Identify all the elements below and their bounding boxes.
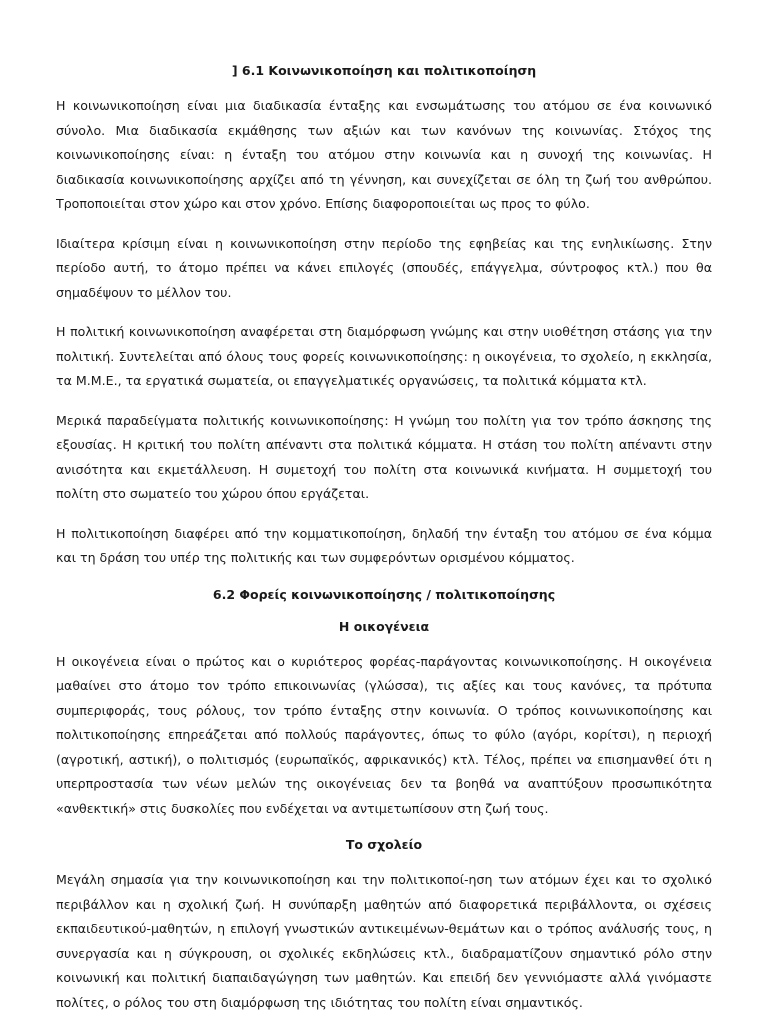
paragraph-school: Μεγάλη σημασία για την κοινωνικοποίηση και την πολιτικοποί-ηση των ατόμων έχει και το σχολικό περιβάλλον και η σχολική ζωή. Η συνύπαρξη μαθητών από διαφορετικά περιβάλλοντα, οι σχέσεις εκπαιδευτικού-μαθητών, η επιλογή γνωστικών αντικειμένων-θεμάτων και ο τρόπος ανάλυσής τους, η συνεργασία και η σύγκρουση, οι σχολικές εκδηλώσεις κτλ., διαδραματίζουν σημαντικό ρόλο στην κοινωνική και πολιτική διαπαιδαγώγηση των μαθητών. Και επειδή δεν γεννιόμαστε αλλά γινόμαστε πολίτες, ο ρόλος του στη διαμόρφωση της ιδιότητας του πολίτη είναι σημαντικός. xyxy=(56,872,712,1010)
paragraph-politicization-vs-partisanship: Η πολιτικοποίηση διαφέρει από την κομματικοποίηση, δηλαδή την ένταξη του ατόμου σε ένα κόμμα και τη δράση του υπέρ της πολιτικής και των συμφερόντων ορισμένου κόμματος. xyxy=(56,525,712,565)
paragraph-examples: Μερικά παραδείγματα πολιτικής κοινωνικοποίησης: Η γνώμη του πολίτη για τον τρόπο άσκησης της εξουσίας. Η κριτική του πολίτη απέναντι στα πολιτικά κόμματα. Η στάση του πολίτη απέναντι στην ανισότητα και εκμετάλλευση. Η συμετοχή του πολίτη στα κοινωνικά κινήματα. Η συμμετοχή του πολίτη στο σωματείο του χώρου όπου εργάζεται. xyxy=(56,412,712,501)
paragraph-adolescence: Ιδιαίτερα κρίσιμη είναι η κοινωνικοποίηση στην περίοδο της εφηβείας και της ενηλικίωσης. Στην περίοδο αυτή, το άτομο πρέπει να κάνει επιλογές (σπουδές, επάγγελμα, σύντροφος κτλ.) που θα σημαδέψουν το μέλλον του. xyxy=(56,235,712,300)
section-6-2-title: 6.2 Φορείς κοινωνικοποίησης / πολιτικοποίησης xyxy=(212,586,556,602)
paragraph-family: Η οικογένεια είναι ο πρώτος και ο κυριότερος φορέας-παράγοντας κοινωνικοποίησης. Η οικογένεια μαθαίνει στο άτομο τον τρόπο επικοινωνίας (γλώσσα), τις αξίες και τους κανόνες, τα πρότυπα συμπεριφοράς, τους ρόλους, τον τρόπο ένταξης στην κοινωνία. Ο τρόπος κοινωνικοποίησης και πολιτικοποίησης επηρεάζεται από πολλούς παράγοντες, όπως το φύλο (αγόρι, κορίτσι), η περιοχή (αγροτική, αστική), ο πολιτισμός (ευρωπαϊκός, αφρικανικός) κτλ. Τέλος, πρέπει να επισημανθεί ότι η υπερπροστασία των νέων μελών της οικογένειας δεν τα βοηθά να αναπτύξουν προσωπικότητα «ανθεκτική» στις δυσκολίες που ενδέχεται να αντιμετωπίσουν στη ζωή τους. xyxy=(56,653,712,816)
paragraph-political-socialization: Η πολιτική κοινωνικοποίηση αναφέρεται στη διαμόρφωση γνώμης και στην υιοθέτηση στάσης για την πολιτική. Συντελείται από όλους τους φορείς κοινωνικοποίησης: η οικογένεια, το σχολείο, η εκκλησία, τα Μ.Μ.Ε., τα εργατικά σωματεία, οι επαγγελματικές οργανώσεις, τα πολιτικά κόμματα κτλ. xyxy=(56,324,712,388)
subsection-school-title: Το σχολείο xyxy=(345,837,423,852)
section-6-1-title: ] 6.1 Κοινωνικοποίηση και πολιτικοποίηση xyxy=(231,63,537,78)
paragraph-socialization-definition: Η κοινωνικοποίηση είναι μια διαδικασία ένταξης και ενσωμάτωσης του ατόμου σε ένα κοινωνικό σύνολο. Μια διαδικασία εκμάθησης των αξιών και των κανόνων της κοινωνίας. Στόχος της κοινωνικοποίησης είναι: η ένταξη του ατόμου στην κοινωνία και η συνοχή της κοινωνίας. Η διαδικασία κοινωνικοποίησης αρχίζει από τη γέννηση, και συνεχίζεται σε όλη τη ζωή του ανθρώπου. Τροποποιείται στον χώρο και στον χρόνο. Επίσης διαφοροποιείται ως προς το φύλο. xyxy=(56,98,712,211)
subsection-family-title: Η οικογένεια xyxy=(338,618,430,634)
